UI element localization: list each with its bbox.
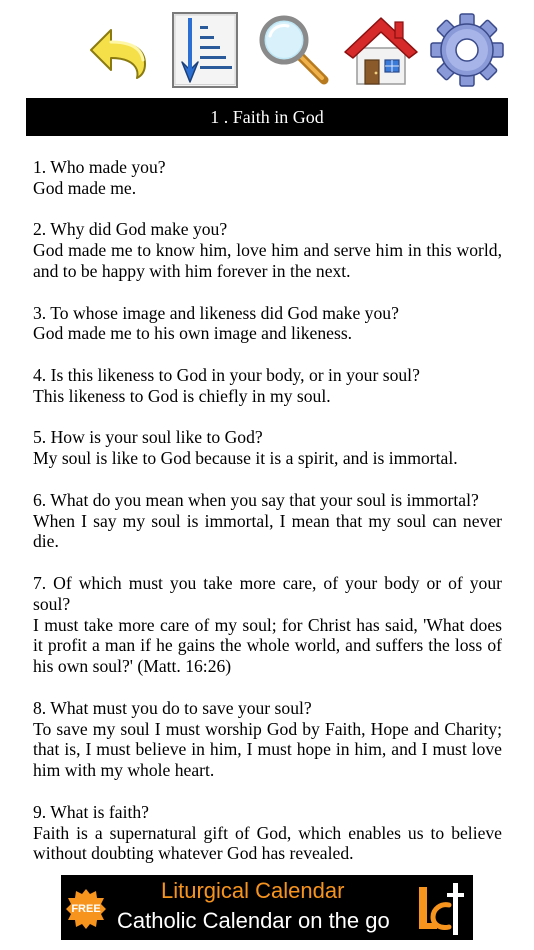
question-text: 1. Who made you?: [33, 157, 166, 177]
answer-text: I must take more care of my soul; for Christ has said, 'What does it profit a man if he gains the whole world, and suffers the loss of his own soul?' (Matt. 16:26): [33, 614, 502, 677]
qa-item: [33, 698, 502, 781]
qa-item: [33, 157, 502, 199]
gear-icon: [429, 12, 505, 88]
answer-text: Faith is a supernatural gift of God, which enables us to believe without doubting whatever God has revealed.: [33, 822, 502, 864]
answer-text: God made me.: [33, 177, 137, 198]
chapter-title-bar: [26, 98, 508, 136]
magnifier-icon: [258, 14, 330, 86]
settings-button[interactable]: [428, 10, 506, 90]
free-badge-label: FREE: [71, 903, 101, 915]
ad-banner[interactable]: [61, 875, 473, 940]
answer-text: My soul is like to God because it is a spirit, and is immortal.: [33, 448, 458, 469]
toolbar: [0, 0, 534, 98]
qa-item: [33, 573, 502, 677]
home-icon: [343, 14, 419, 86]
qa-item: [33, 427, 502, 469]
qa-item: [33, 802, 502, 864]
answer-text: When I say my soul is immortal, I mean that my soul can never die.: [33, 510, 502, 552]
answer-text: To save my soul I must worship God by Faith, Hope and Charity; that is, I must believe in him, I must hope in him, and I must love him with my whole heart.: [33, 718, 502, 781]
banner-title: Liturgical Calendar: [161, 878, 345, 903]
undo-arrow-icon: [81, 20, 153, 80]
answer-text: God made me to his own image and likeness.: [33, 323, 353, 344]
qa-item: [33, 490, 502, 552]
question-text: 5. How is your soul like to God?: [33, 427, 263, 448]
banner-subtitle: Catholic Calendar on the go: [117, 908, 390, 933]
qa-item: [33, 365, 502, 407]
list-index-icon: [172, 12, 238, 88]
answer-text: God made me to know him, love him and serve him in this world, and to be happy with him forever in the next.: [33, 240, 502, 281]
catechism-content: [33, 157, 502, 885]
question-text: 4. Is this likeness to God in your body, or in your soul?: [33, 364, 420, 385]
question-text: 3. To whose image and likeness did God make you?: [33, 302, 399, 323]
liturgical-calendar-logo-icon: [413, 879, 469, 937]
question-text: 9. What is faith?: [33, 801, 149, 822]
question-text: 8. What must you do to save your soul?: [33, 697, 312, 718]
chapter-title: 1 . Faith in God: [210, 106, 324, 127]
question-text: 6. What do you mean when you say that your soul is immortal?: [33, 489, 479, 510]
back-button[interactable]: [78, 10, 156, 90]
search-button[interactable]: [255, 10, 333, 90]
question-text: 7. Of which must you take more care, of your body or of your soul?: [33, 572, 502, 614]
qa-item: [33, 303, 502, 345]
answer-text: This likeness to God is chiefly in my soul.: [33, 385, 331, 406]
index-button[interactable]: [166, 10, 244, 90]
qa-item: [33, 219, 502, 281]
home-button[interactable]: [342, 10, 420, 90]
question-text: 2. Why did God make you?: [33, 219, 228, 240]
